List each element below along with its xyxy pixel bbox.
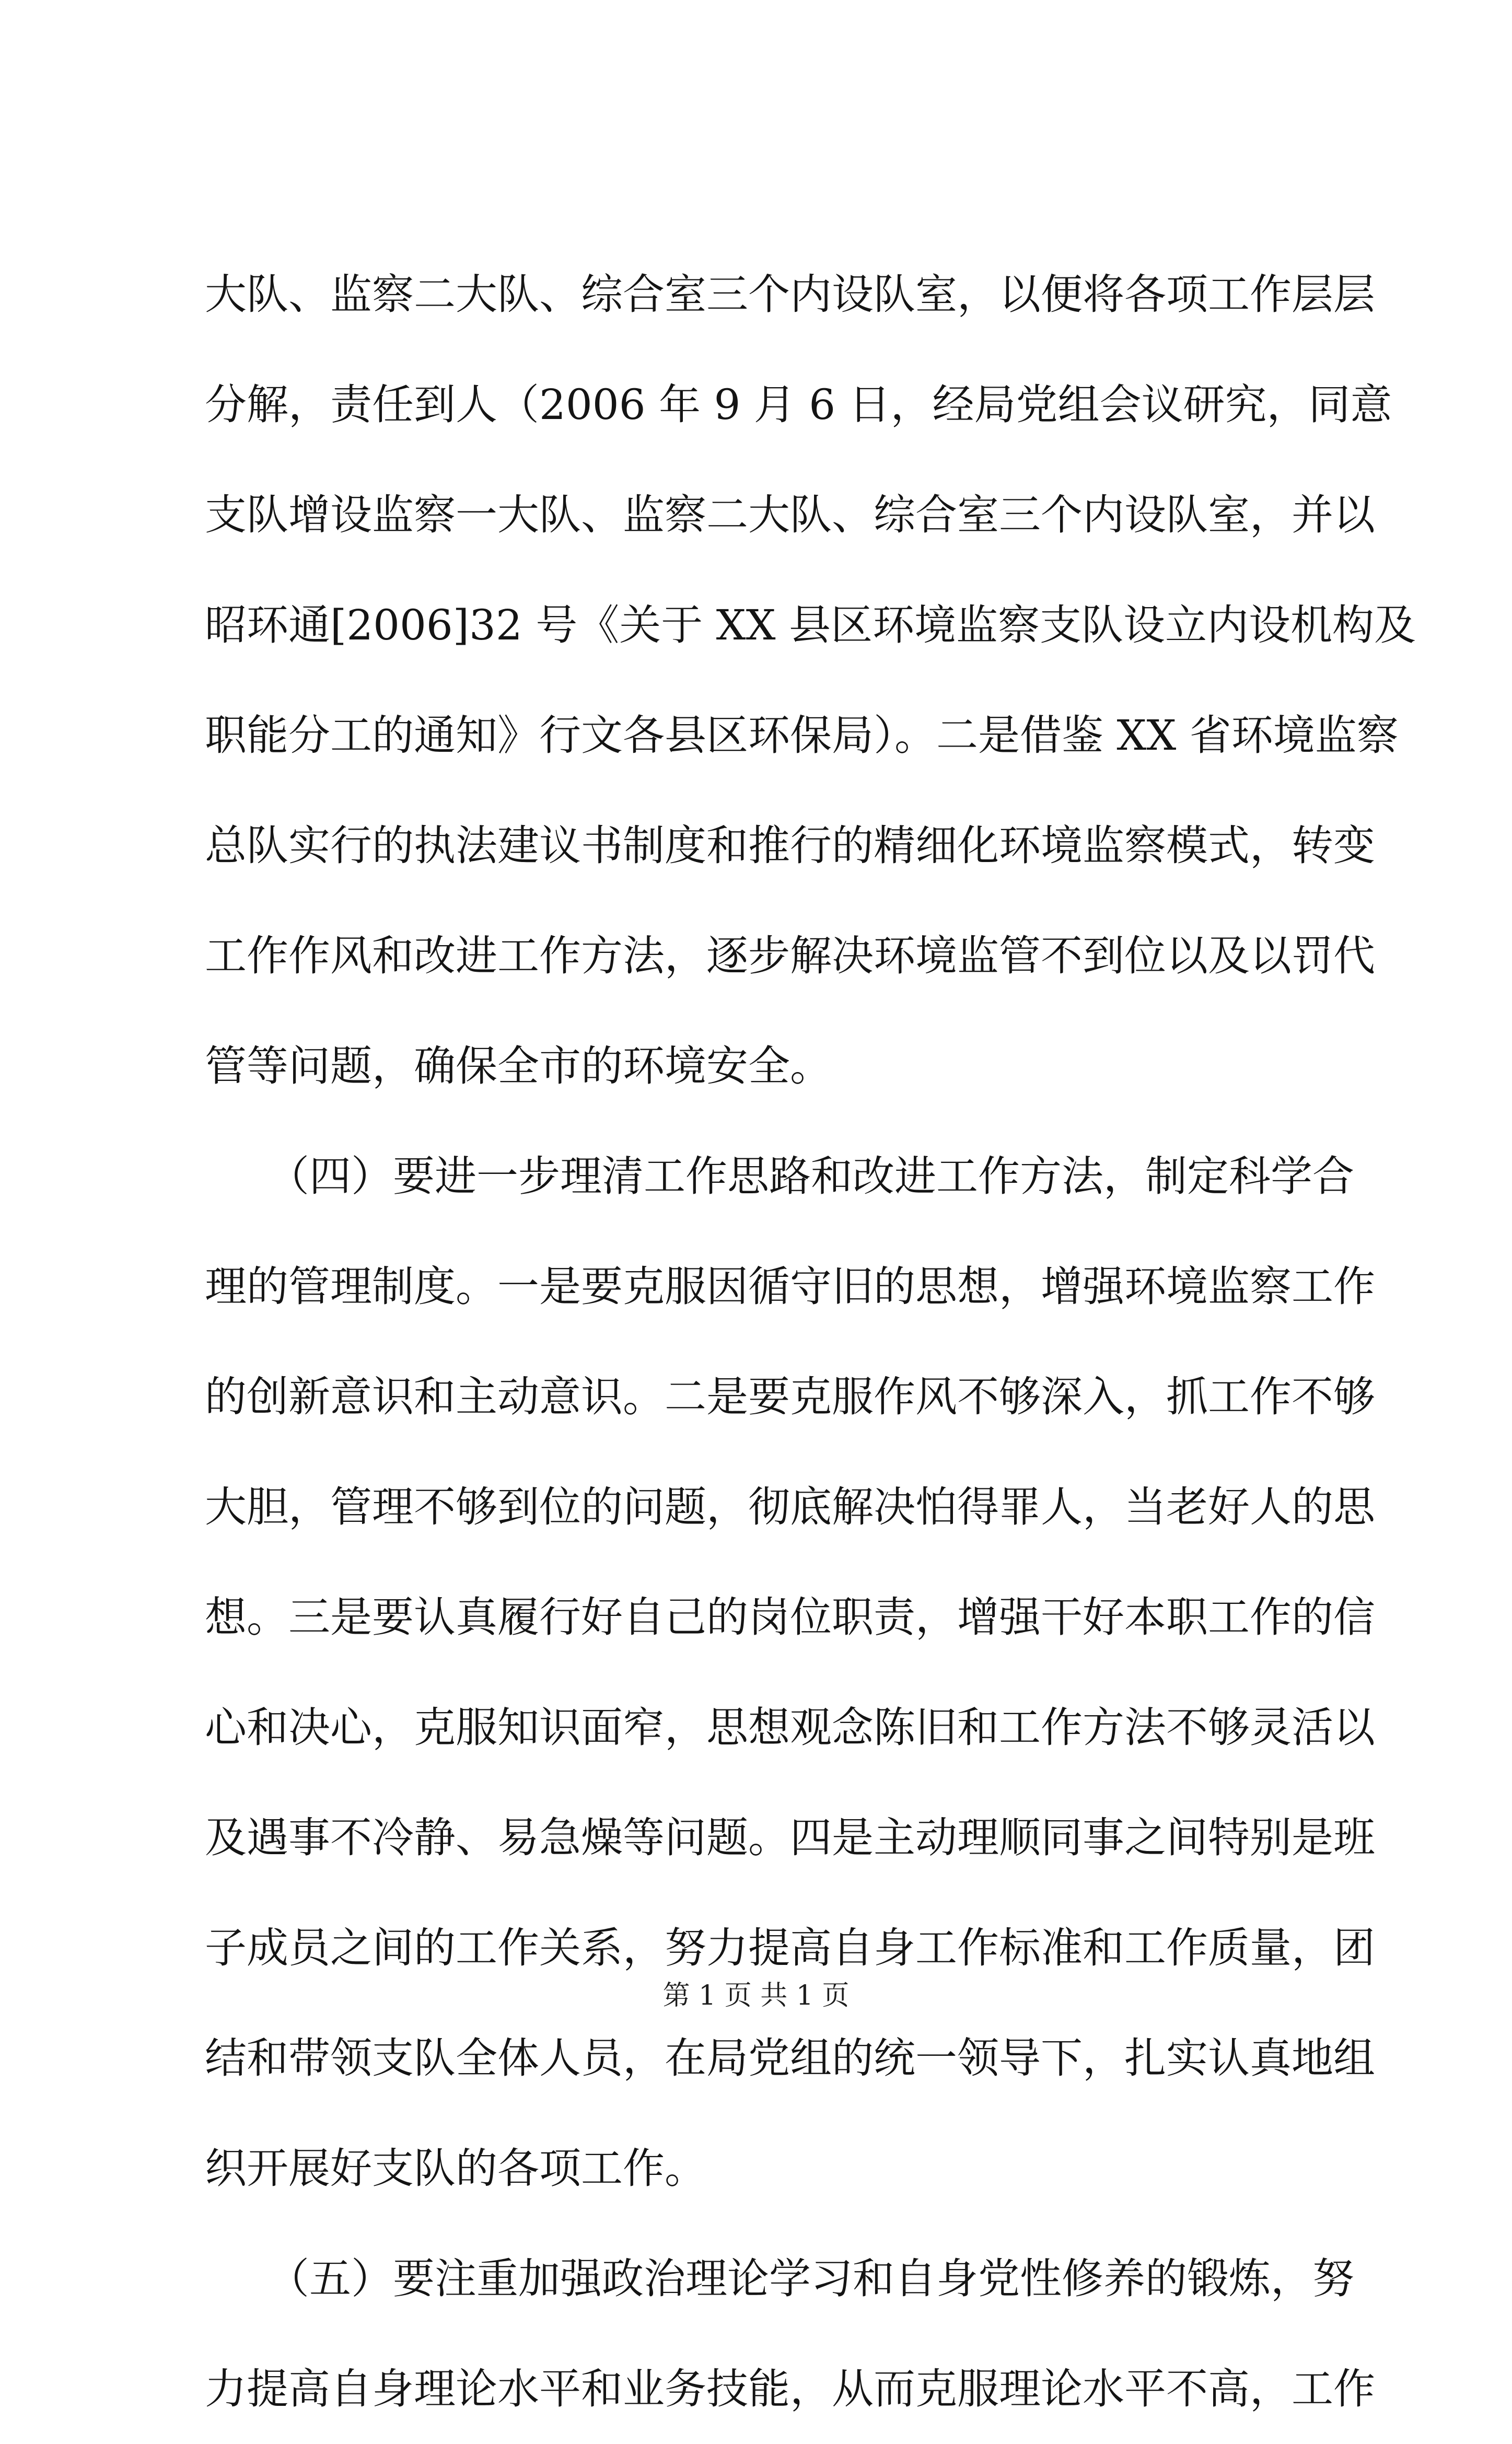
text-line: 工作作风和改进工作方法，逐步解决环境监管不到位以及以罚代: [205, 932, 1375, 980]
document-body: [205, 239, 1416, 2444]
text-line: 想。三是要认真履行好自己的岗位职责，增强干好本职工作的信: [205, 1593, 1375, 1642]
text-line: 力提高自身理论水平和业务技能，从而克服理论水平不高，工作: [205, 2365, 1375, 2413]
text-line: 心和决心，克服知识面窄，思想观念陈旧和工作方法不够灵活以: [205, 1703, 1375, 1752]
text-line: 管等问题，确保全市的环境安全。: [205, 1042, 832, 1090]
text-line: 大胆，管理不够到位的问题，彻底解决怕得罪人，当老好人的思: [205, 1483, 1375, 1531]
text-line: 织开展好支队的各项工作。: [205, 2144, 706, 2193]
text-line: 子成员之间的工作关系，努力提高自身工作标准和工作质量，团: [205, 1924, 1375, 1972]
paragraph-start-line: （五）要注重加强政治理论学习和自身党性修养的锻炼，努: [205, 2254, 1354, 2303]
text-line: 支队增设监察一大队、监察二大队、综合室三个内设队室，并以: [205, 491, 1375, 539]
page-footer: [0, 1975, 1512, 2017]
text-line: 分解，责任到人（2006 年 9 月 6 日，经局党组会议研究，同意: [205, 380, 1392, 429]
paragraph-start-line: （四）要进一步理清工作思路和改进工作方法，制定科学合: [205, 1152, 1354, 1201]
text-line: 理的管理制度。一是要克服因循守旧的思想，增强环境监察工作: [205, 1262, 1375, 1311]
page-number-label: 第 1 页 共 1 页: [662, 1980, 850, 2011]
text-line: 总队实行的执法建议书制度和推行的精细化环境监察模式，转变: [205, 821, 1375, 870]
text-line: 大队、监察二大队、综合室三个内设队室，以便将各项工作层层: [205, 270, 1375, 319]
text-line: 的创新意识和主动意识。二是要克服作风不够深入，抓工作不够: [205, 1372, 1375, 1421]
text-line: 结和带领支队全体人员，在局党组的统一领导下，扎实认真地组: [205, 2034, 1375, 2082]
text-line: 及遇事不冷静、易急燥等问题。四是主动理顺同事之间特别是班: [205, 1813, 1375, 1862]
text-line: 昭环通[2006]32 号《关于 XX 县区环境监察支队设立内设机构及: [205, 601, 1416, 649]
text-line: 职能分工的通知》行文各县区环保局）。二是借鉴 XX 省环境监察: [205, 711, 1399, 760]
